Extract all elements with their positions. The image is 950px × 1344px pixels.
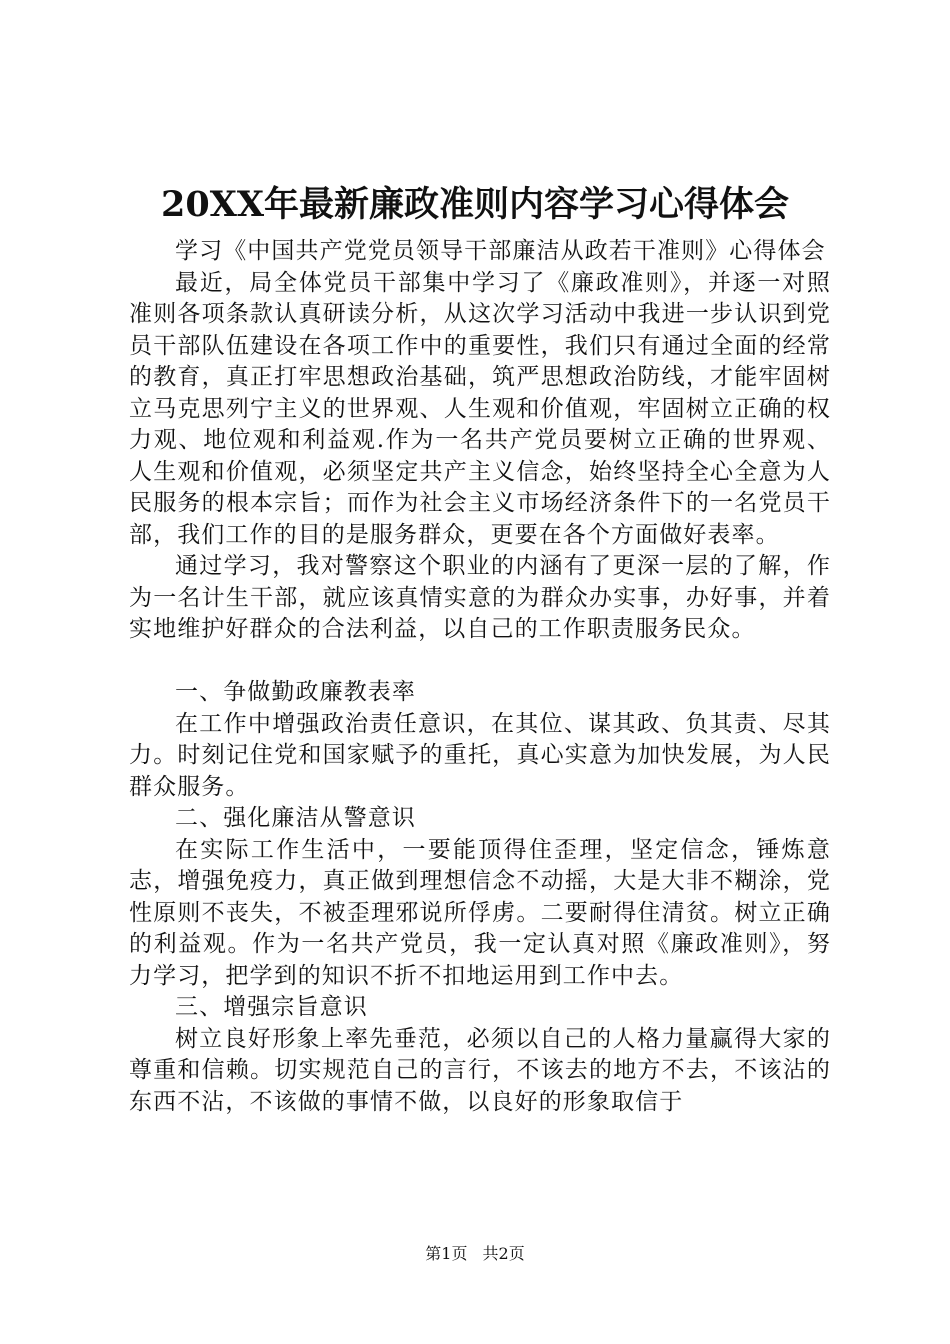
paragraph-study: 通过学习，我对警察这个职业的内涵有了更深一层的了解，作为一名计生干部，就应该真情实意的为群众办实事，办好事，并着实地维护好群众的合法利益，以自己的工作职责服务民众。 [129, 553, 831, 642]
page-total: 共2页 [482, 1244, 525, 1263]
paragraph-spacer [129, 646, 831, 678]
section-text-3: 树立良好形象上率先垂范，必须以自己的人格力量赢得大家的尊重和信赖。切实规范自己的言行，不该去的地方不去，不该沾的东西不沾，不该做的事情不做，以良好的形象取信于 [129, 1025, 831, 1115]
paragraph-intro: 最近，局全体党员干部集中学习了《廉政准则》，并逐一对照准则各项条款认真研读分析，从这次学习活动中我进一步认识到党员干部队伍建设在各项工作中的重要性，我们只有通过全面的经常的教育，真正打牢思想政治基础，筑严思想政治防线，才能牢固树立马克思列宁主义的世界观、人生观和价值观，牢固树立正确的权力观、地位观和利益观.作为一名共产党员要树立正确的世界观、人生观和价值观，必须坚定共产主义信念，始终坚持全心全意为人民服务的根本宗旨；而作为社会主义市场经济条件下的一名党员干部，我们工作的目的是服务群众，更要在各个方面做好表率。 [129, 269, 831, 548]
page-footer [0, 1243, 950, 1265]
section-text-2: 在实际工作生活中，一要能顶得住歪理，坚定信念，锤炼意志，增强免疫力，真正做到理想信念不动摇，大是大非不糊涂，党性原则不丧失，不被歪理邪说所俘虏。二要耐得住清贫。树立正确的利益观。作为一名共产党员，我一定认真对照《廉政准则》，努力学习，把学到的知识不折不扣地运用到工作中去。 [129, 836, 831, 989]
paragraph-subtitle: 学习《中国共产党党员领导干部廉洁从政若干准则》心得体会 [175, 238, 826, 264]
page-number: 第1页 [425, 1244, 468, 1263]
section-text-1: 在工作中增强政治责任意识，在其位、谋其政、负其责、尽其力。时刻记住党和国家赋予的重托，真心实意为加快发展，为人民群众服务。 [129, 710, 831, 800]
section-heading-1: 一、争做勤政廉教表率 [175, 679, 416, 705]
document-body [129, 236, 831, 1118]
section-heading-3: 三、增强宗旨意识 [175, 994, 368, 1020]
document-title: 20XX年最新廉政准则内容学习心得体会 [160, 184, 790, 225]
section-heading-2: 二、强化廉洁从警意识 [175, 805, 416, 831]
